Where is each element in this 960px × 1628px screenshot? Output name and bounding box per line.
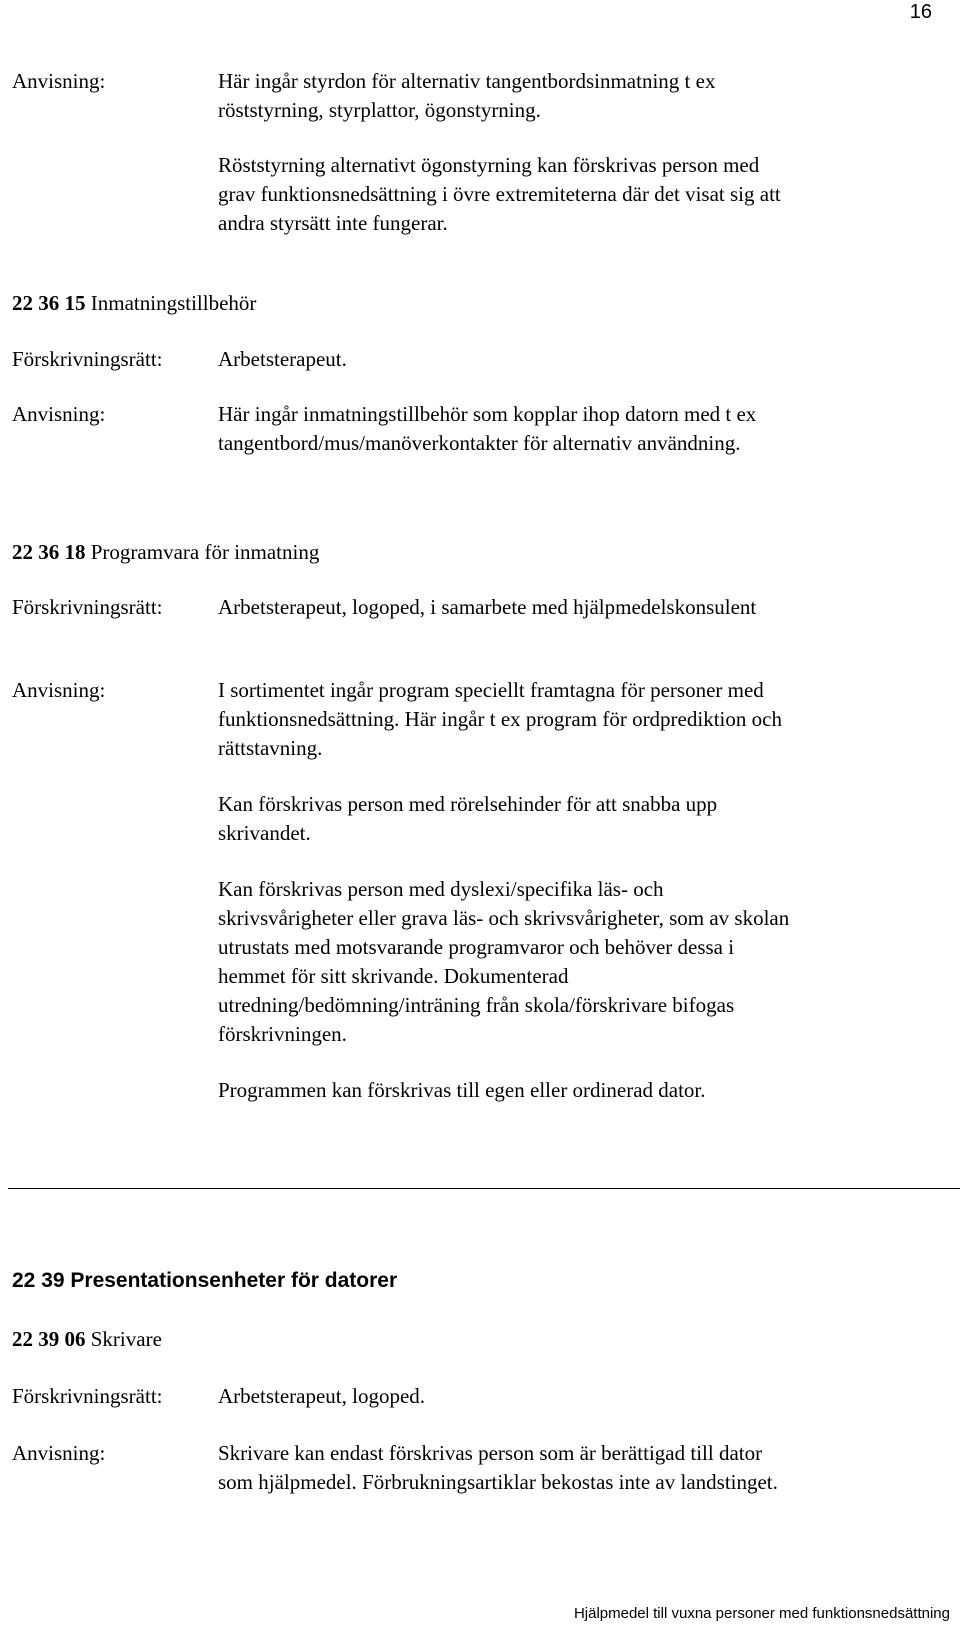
item-title: Skrivare (90, 1327, 162, 1351)
item-code: 22 36 18 (12, 540, 86, 564)
anvisning-paragraph: Programmen kan förskrivas till egen eller ordinerad dator. (218, 1078, 706, 1102)
forskrivningsratt-value: Arbetsterapeut, logoped, i samarbete med hjälpmedelskonsulent (218, 595, 757, 619)
section-divider (8, 1188, 960, 1189)
item-title: Inmatningstillbehör (90, 291, 257, 315)
anvisning-paragraph: Här ingår styrdon för alternativ tangentbordsinmatning t ex röststyrning, styrplattor, ögonstyrning. (218, 69, 716, 122)
anvisning-label: Anvisning: (12, 1441, 106, 1465)
anvisning-paragraph: Röststyrning alternativt ögonstyrning kan förskrivas person med grav funktionsnedsättning i övre extremiteterna där det visat sig att andra styrsätt inte fungerar. (218, 153, 781, 235)
anvisning-value (218, 676, 798, 1105)
forskrivningsratt-label: Förskrivningsrätt: (12, 1384, 163, 1408)
anvisning-value (218, 400, 798, 458)
anvisning-paragraph: Kan förskrivas person med rörelsehinder för att snabba upp skrivandet. (218, 792, 718, 845)
forskrivningsratt-value: Arbetsterapeut. (218, 347, 347, 371)
anvisning-paragraph: Här ingår inmatningstillbehör som kopplar ihop datorn med t ex tangentbord/mus/manöverkontakter för alternativ användning. (218, 402, 757, 455)
item-heading-223615 (12, 289, 256, 318)
anvisning-paragraph: Kan förskrivas person med dyslexi/specifika läs- och skrivsvårigheter eller grava läs- och skrivsvårigheter, som av skolan utrustats med motsvarande programvaror och behöver dessa i hemmet för sitt skrivande. Dokumenterad utredning/bedömning/inträning från skola/förskrivare bifogas förskrivningen. (218, 877, 790, 1046)
anvisning-label: Anvisning: (12, 402, 106, 426)
item-code: 22 36 15 (12, 291, 86, 315)
page-number: 16 (909, 1, 932, 23)
anvisning-value (218, 67, 798, 238)
item-code: 22 39 06 (12, 1327, 86, 1351)
section-heading-2239: 22 39 Presentationsenheter för datorer (12, 1269, 398, 1292)
anvisning-paragraph: I sortimentet ingår program speciellt framtagna för personer med funktionsnedsättning. Här ingår t ex program för ordprediktion och rättstavning. (218, 678, 782, 760)
anvisning-label: Anvisning: (12, 69, 106, 93)
forskrivningsratt-value: Arbetsterapeut, logoped. (218, 1384, 426, 1408)
forskrivningsratt-label: Förskrivningsrätt: (12, 347, 163, 371)
page-footer: Hjälpmedel till vuxna personer med funktionsnedsättning (573, 1605, 950, 1622)
forskrivningsratt-label: Förskrivningsrätt: (12, 595, 163, 619)
item-heading-223618 (12, 538, 319, 567)
anvisning-label: Anvisning: (12, 678, 106, 702)
anvisning-paragraph: Skrivare kan endast förskrivas person som är berättigad till dator som hjälpmedel. Förbrukningsartiklar bekostas inte av landstinget. (218, 1441, 778, 1494)
item-heading-223906 (12, 1325, 162, 1354)
item-title: Programvara för inmatning (90, 540, 320, 564)
anvisning-value (218, 1439, 798, 1497)
